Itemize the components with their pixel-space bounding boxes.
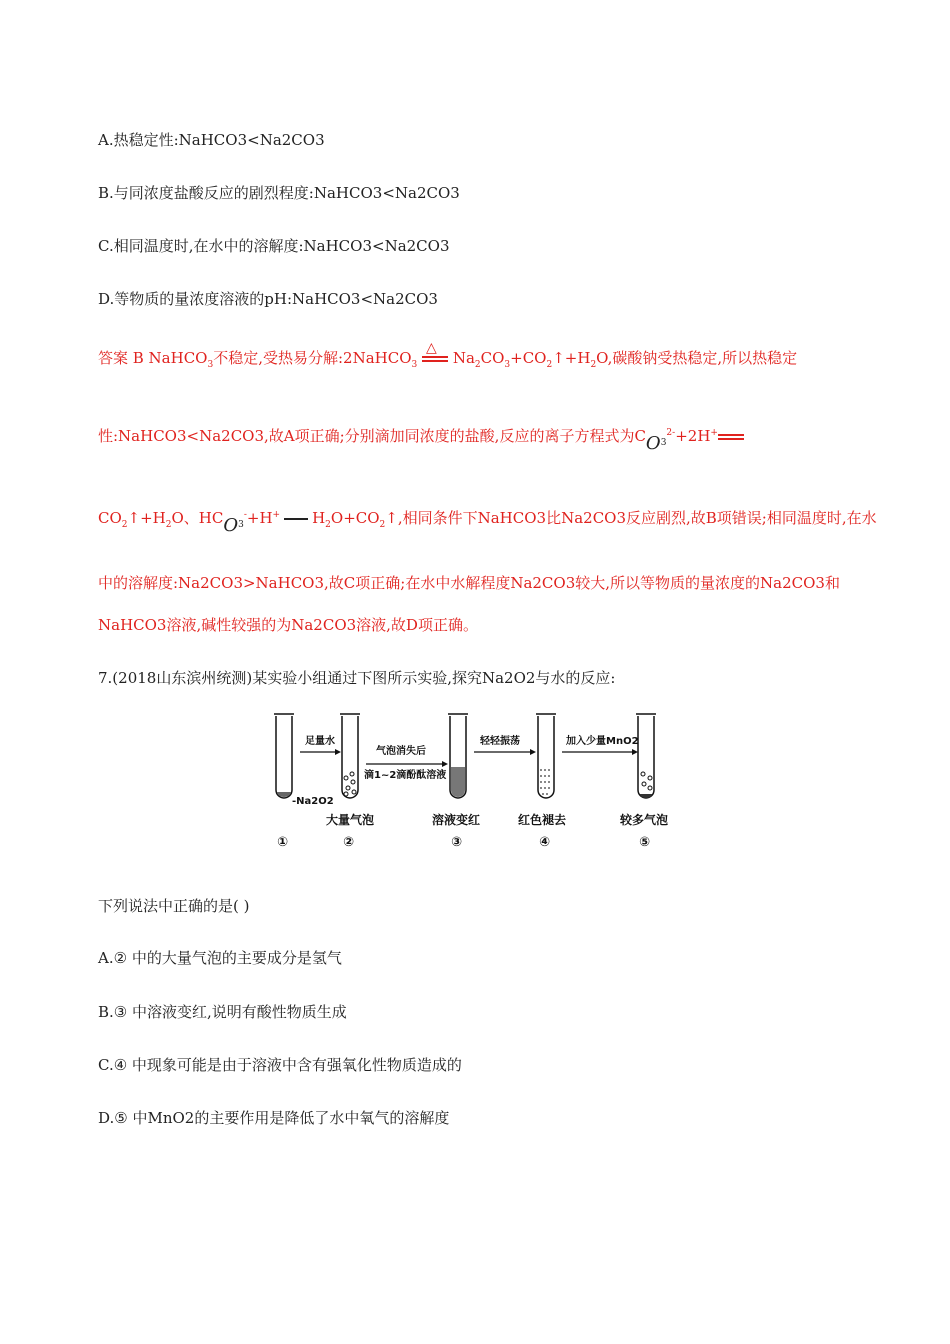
option-a-q7: A.② 中的大量气泡的主要成分是氢气 [98,949,342,967]
test-tube-5 [636,714,656,798]
option-a-q6: A.热稳定性:NaHCO3<Na2CO3 [98,131,325,149]
test-tube-3 [448,714,468,798]
answer-line-2: 性:NaHCO3<Na2CO3,故A项正确;分别滴加同浓度的盐酸,反应的离子方程式为$CO_3^{2-}+2H^+$ [98,426,744,446]
option-c-q6: C.相同温度时,在水中的溶解度:NaHCO3<Na2CO3 [98,237,450,255]
number-1: ① [277,835,289,850]
answer-line-5: NaHCO3溶液,碱性较强的为Na2CO3溶液,故D项正确。 [98,616,478,634]
question-7-stem: 7.(2018山东滨州统测)某实验小组通过下图所示实验,探究Na2O2与水的反应: [98,669,616,687]
arrow1-label: 足量水 [305,736,335,747]
option-b-q6: B.与同浓度盐酸反应的剧烈程度:NaHCO3<Na2CO3 [98,184,460,202]
option-d-q6: D.等物质的量浓度溶液的pH:NaHCO3<Na2CO3 [98,290,438,308]
equals-sign [718,430,744,444]
test-tube-4 [536,714,556,798]
experiment-figure [260,712,680,852]
arrow3-label: 轻轻振荡 [480,736,520,747]
heat-equals-sign: △ [422,352,448,366]
number-2: ② [343,835,355,850]
number-4: ④ [539,835,551,850]
arrow2-bottom-label: 滴1~2滴酚酞溶液 [364,770,447,781]
tube1-label: -Na2O2 [292,796,334,807]
option-c-q7: C.④ 中现象可能是由于溶液中含有强氧化性物质造成的 [98,1056,462,1074]
question-7-prompt: 下列说法中正确的是( ) [98,897,250,915]
reaction-arrow [284,518,308,520]
arrow2-top-label: 气泡消失后 [376,746,426,757]
caption-tube-3: 溶液变红 [432,813,481,827]
arrow4-label: 加入少量MnO2 [566,736,639,747]
answer-line-3: $CO_2↑+H_2O$、$HCO_3^-+H^+$ $H_2O+CO_2↑$,相同条件下NaHCO3比Na2CO3反应剧烈,故B项错误;相同温度时,在水 [98,509,877,536]
number-5: ⑤ [639,835,651,850]
answer-line-4: 中的溶解度:Na2CO3>NaHCO3,故C项正确;在水中水解程度Na2CO3较大,所以等物质的量浓度的Na2CO3和 [98,574,840,592]
test-tube-1 [274,714,294,798]
caption-tube-5: 较多气泡 [620,813,669,827]
caption-tube-2: 大量气泡 [326,813,375,827]
answer-line-1: 答案 B NaHCO$_3$不稳定,受热易分解:2NaHCO$_3$ △ $Na_2CO_3+CO_2↑+H_2O$,碳酸钠受热稳定,所以热稳定 [98,340,798,370]
option-d-q7: D.⑤ 中MnO2的主要作用是降低了水中氧气的溶解度 [98,1109,450,1127]
number-3: ③ [451,835,463,850]
option-b-q7: B.③ 中溶液变红,说明有酸性物质生成 [98,1003,347,1021]
caption-tube-4: 红色褪去 [518,813,567,827]
test-tube-2 [340,714,360,798]
